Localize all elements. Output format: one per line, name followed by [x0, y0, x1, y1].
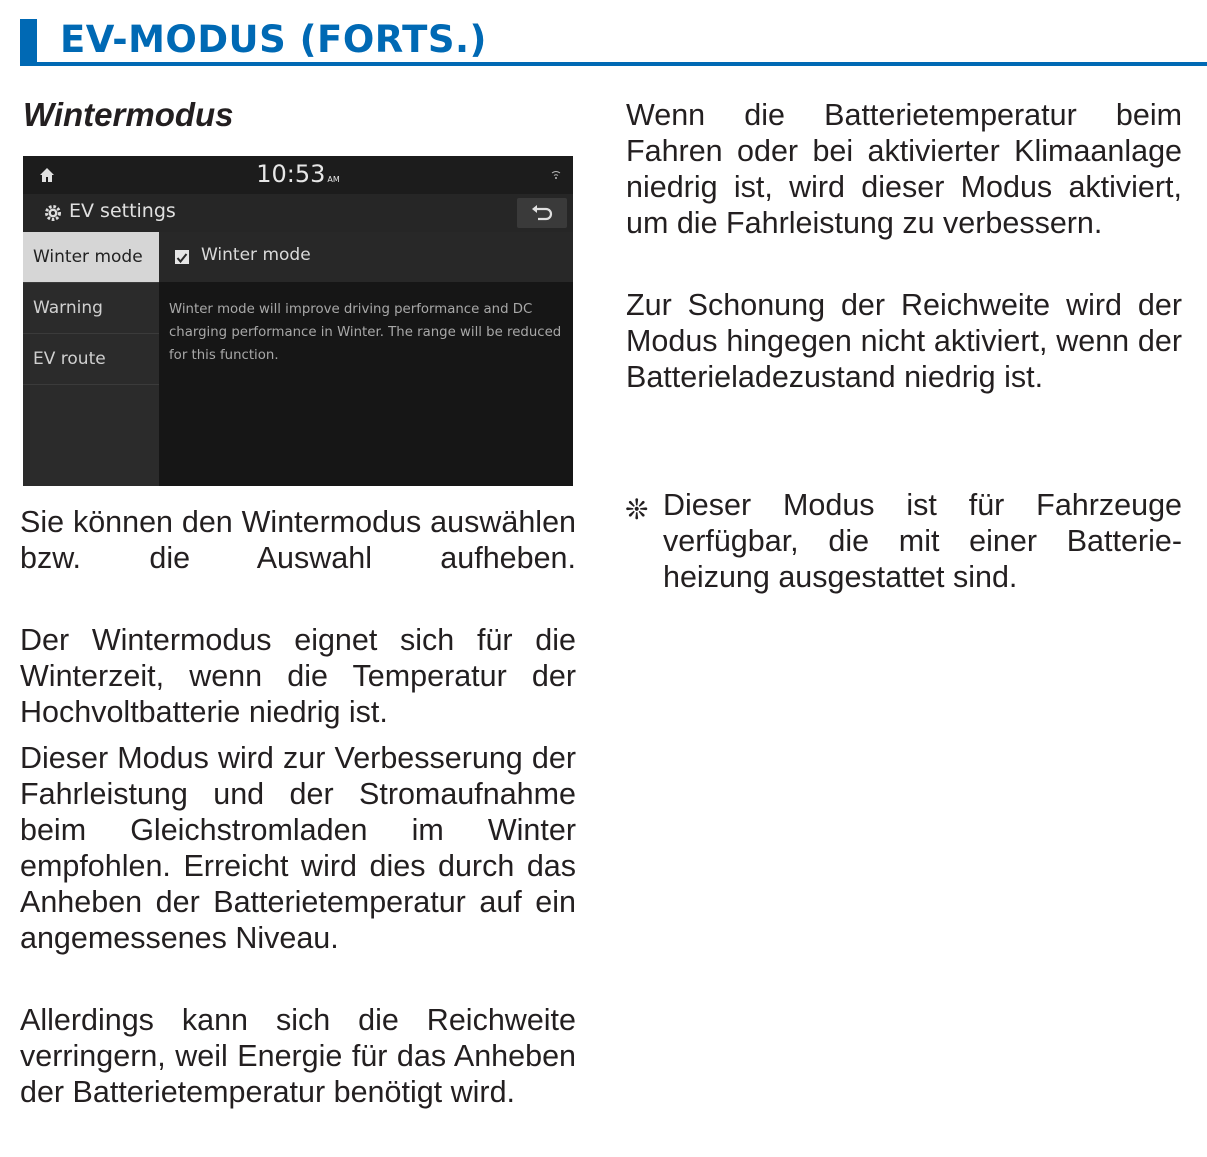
menu-item-winter-mode[interactable]: Winter mode	[23, 232, 159, 282]
header-rule	[20, 62, 1207, 66]
paragraph-select: Sie können den Wintermodus auswählen bzw. die Auswahl aufheben.	[20, 505, 576, 575]
paragraph-suitability: Der Wintermodus eignet sich für die Winterzeit, wenn die Temperatur der Hochvoltbatterie niedrig ist.	[20, 623, 576, 729]
checkbox-icon[interactable]	[175, 250, 189, 264]
page-title: EV-MODUS (FORTS.)	[60, 18, 487, 61]
menu-divider	[23, 384, 159, 385]
back-icon	[530, 203, 554, 223]
paragraph-activation: Wenn die Batterietemperatur beim Fahren oder bei aktivierter Klimaanlage niedrig ist, wird dieser Modus aktiviert, um die Fahrleistung zu verbessern.	[626, 98, 1182, 240]
menu-item-warning[interactable]: Warning	[33, 298, 103, 318]
note-symbol: ❊	[625, 494, 649, 525]
winter-mode-option[interactable]	[159, 232, 573, 282]
signal-icon	[551, 170, 561, 180]
checkmark-icon	[175, 251, 189, 265]
paragraph-range: Allerdings kann sich die Reichweite verringern, weil Energie für das Anheben der Batterietemperatur benötigt wird.	[20, 1003, 576, 1109]
menu-item-ev-route[interactable]: EV route	[33, 349, 106, 369]
ev-settings-screenshot	[23, 156, 573, 486]
status-bar	[23, 156, 573, 194]
screen-title: EV settings	[69, 200, 176, 222]
gear-icon	[43, 203, 63, 223]
winter-mode-label: Winter mode	[201, 245, 311, 265]
paragraph-range-protection: Zur Schonung der Reichweite wird der Modus hingegen nicht aktiviert, wenn der Batterieladezustand niedrig ist.	[626, 288, 1182, 394]
section-title: Wintermodus	[23, 96, 234, 133]
paragraph-recommendation: Dieser Modus wird zur Verbesserung der Fahrleistung und der Stromaufnahme beim Gleichstromladen im Winter empfohlen. Erreicht wird dies durch das Anheben der Batterietemperatur auf ein angemessenes Niveau.	[20, 741, 576, 955]
winter-mode-description: Winter mode will improve driving performance and DC charging performance in Winter. The range will be reduced for this function.	[169, 302, 562, 363]
clock	[23, 160, 573, 188]
header-accent-bar	[20, 19, 37, 65]
screen-header	[23, 194, 573, 232]
settings-content	[159, 232, 573, 486]
back-button[interactable]	[517, 198, 567, 228]
note-text: Dieser Modus ist für Fahrzeuge verfügbar, die mit einer Batterieheizung ausgestattet sind.	[663, 488, 1182, 594]
clock-ampm: AM	[327, 175, 340, 184]
settings-menu	[23, 232, 159, 486]
clock-time: 10:53	[256, 160, 326, 188]
